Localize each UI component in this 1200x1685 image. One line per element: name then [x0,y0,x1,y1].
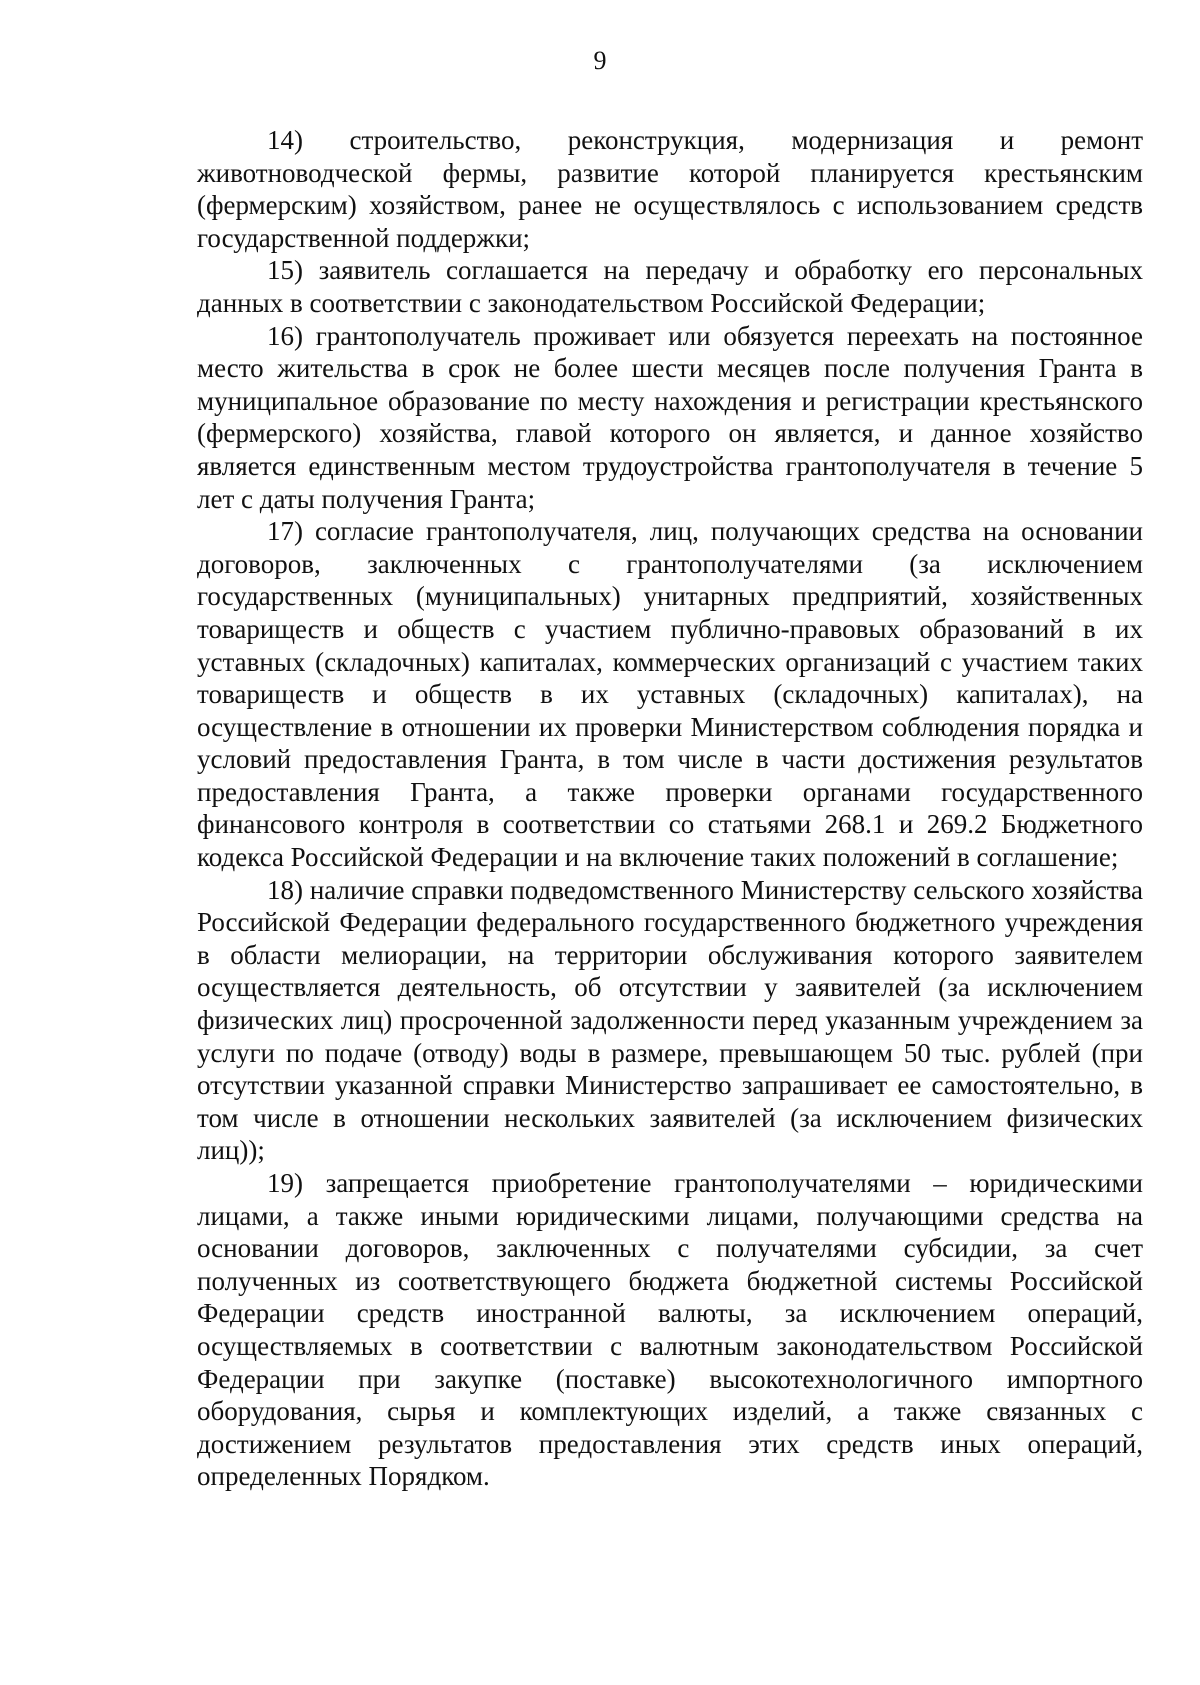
paragraph-item-17: 17) согласие грантополучателя, лиц, получающих средства на основании договоров, заключенных с грантополучателями (за исключением государственных (муниципальных) унитарных предприятий, хозяйственных товариществ и обществ с участием публично-правовых образований в их уставных (складочных) капиталах, коммерческих организаций с участием таких товариществ и обществ в их уставных (складочных) капиталах), на осуществление в отношении их проверки Министерством соблюдения порядка и условий предоставления Гранта, в том числе в части достижения результатов предоставления Гранта, а также проверки органами государственного финансового контроля в соответствии со статьями 268.1 и 269.2 Бюджетного кодекса Российской Федерации и на включение таких положений в соглашение; [197,516,1143,873]
paragraph-item-14: 14) строительство, реконструкция, модернизация и ремонт животноводческой фермы, развитие которой планируется крестьянским (фермерским) хозяйством, ранее не осуществлялось с использованием средств государственной поддержки; [197,125,1143,253]
paragraph-item-16: 16) грантополучатель проживает или обязуется переехать на постоянное место жительства в срок не более шести месяцев после получения Гранта в муниципальное образование по месту нахождения и регистрации крестьянского (фермерского) хозяйства, главой которого он является, и данное хозяйство является единственным местом трудоустройства грантополучателя в течение 5 лет с даты получения Гранта; [197,320,1143,514]
page-number: 9 [593,46,607,75]
paragraph-item-15: 15) заявитель соглашается на передачу и обработку его персональных данных в соответствии с законодательством Российской Федерации; [197,255,1143,318]
document-body [197,124,1143,1493]
paragraph-item-18: 18) наличие справки подведомственного Министерству сельского хозяйства Российской Федерации федерального государственного бюджетного учреждения в области мелиорации, на территории обслуживания которого заявителем осуществляется деятельность, об отсутствии у заявителей (за исключением физических лиц) просроченной задолженности перед указанным учреждением за услуги по подаче (отводу) воды в размере, превышающем 50 тыс. рублей (при отсутствии указанной справки Министерство запрашивает ее самостоятельно, в том числе в отношении нескольких заявителей (за исключением физических лиц)); [197,874,1143,1166]
paragraph-item-19: 19) запрещается приобретение грантополучателями – юридическими лицами, а также иными юридическими лицами, получающими средства на основании договоров, заключенных с получателями субсидии, за счет полученных из соответствующего бюджета бюджетной системы Российской Федерации средств иностранной валюты, за исключением операций, осуществляемых в соответствии с валютным законодательством Российской Федерации при закупке (поставке) высокотехнологичного импортного оборудования, сырья и комплектующих изделий, а также связанных с достижением результатов предоставления этих средств иных операций, определенных Порядком. [197,1168,1143,1492]
